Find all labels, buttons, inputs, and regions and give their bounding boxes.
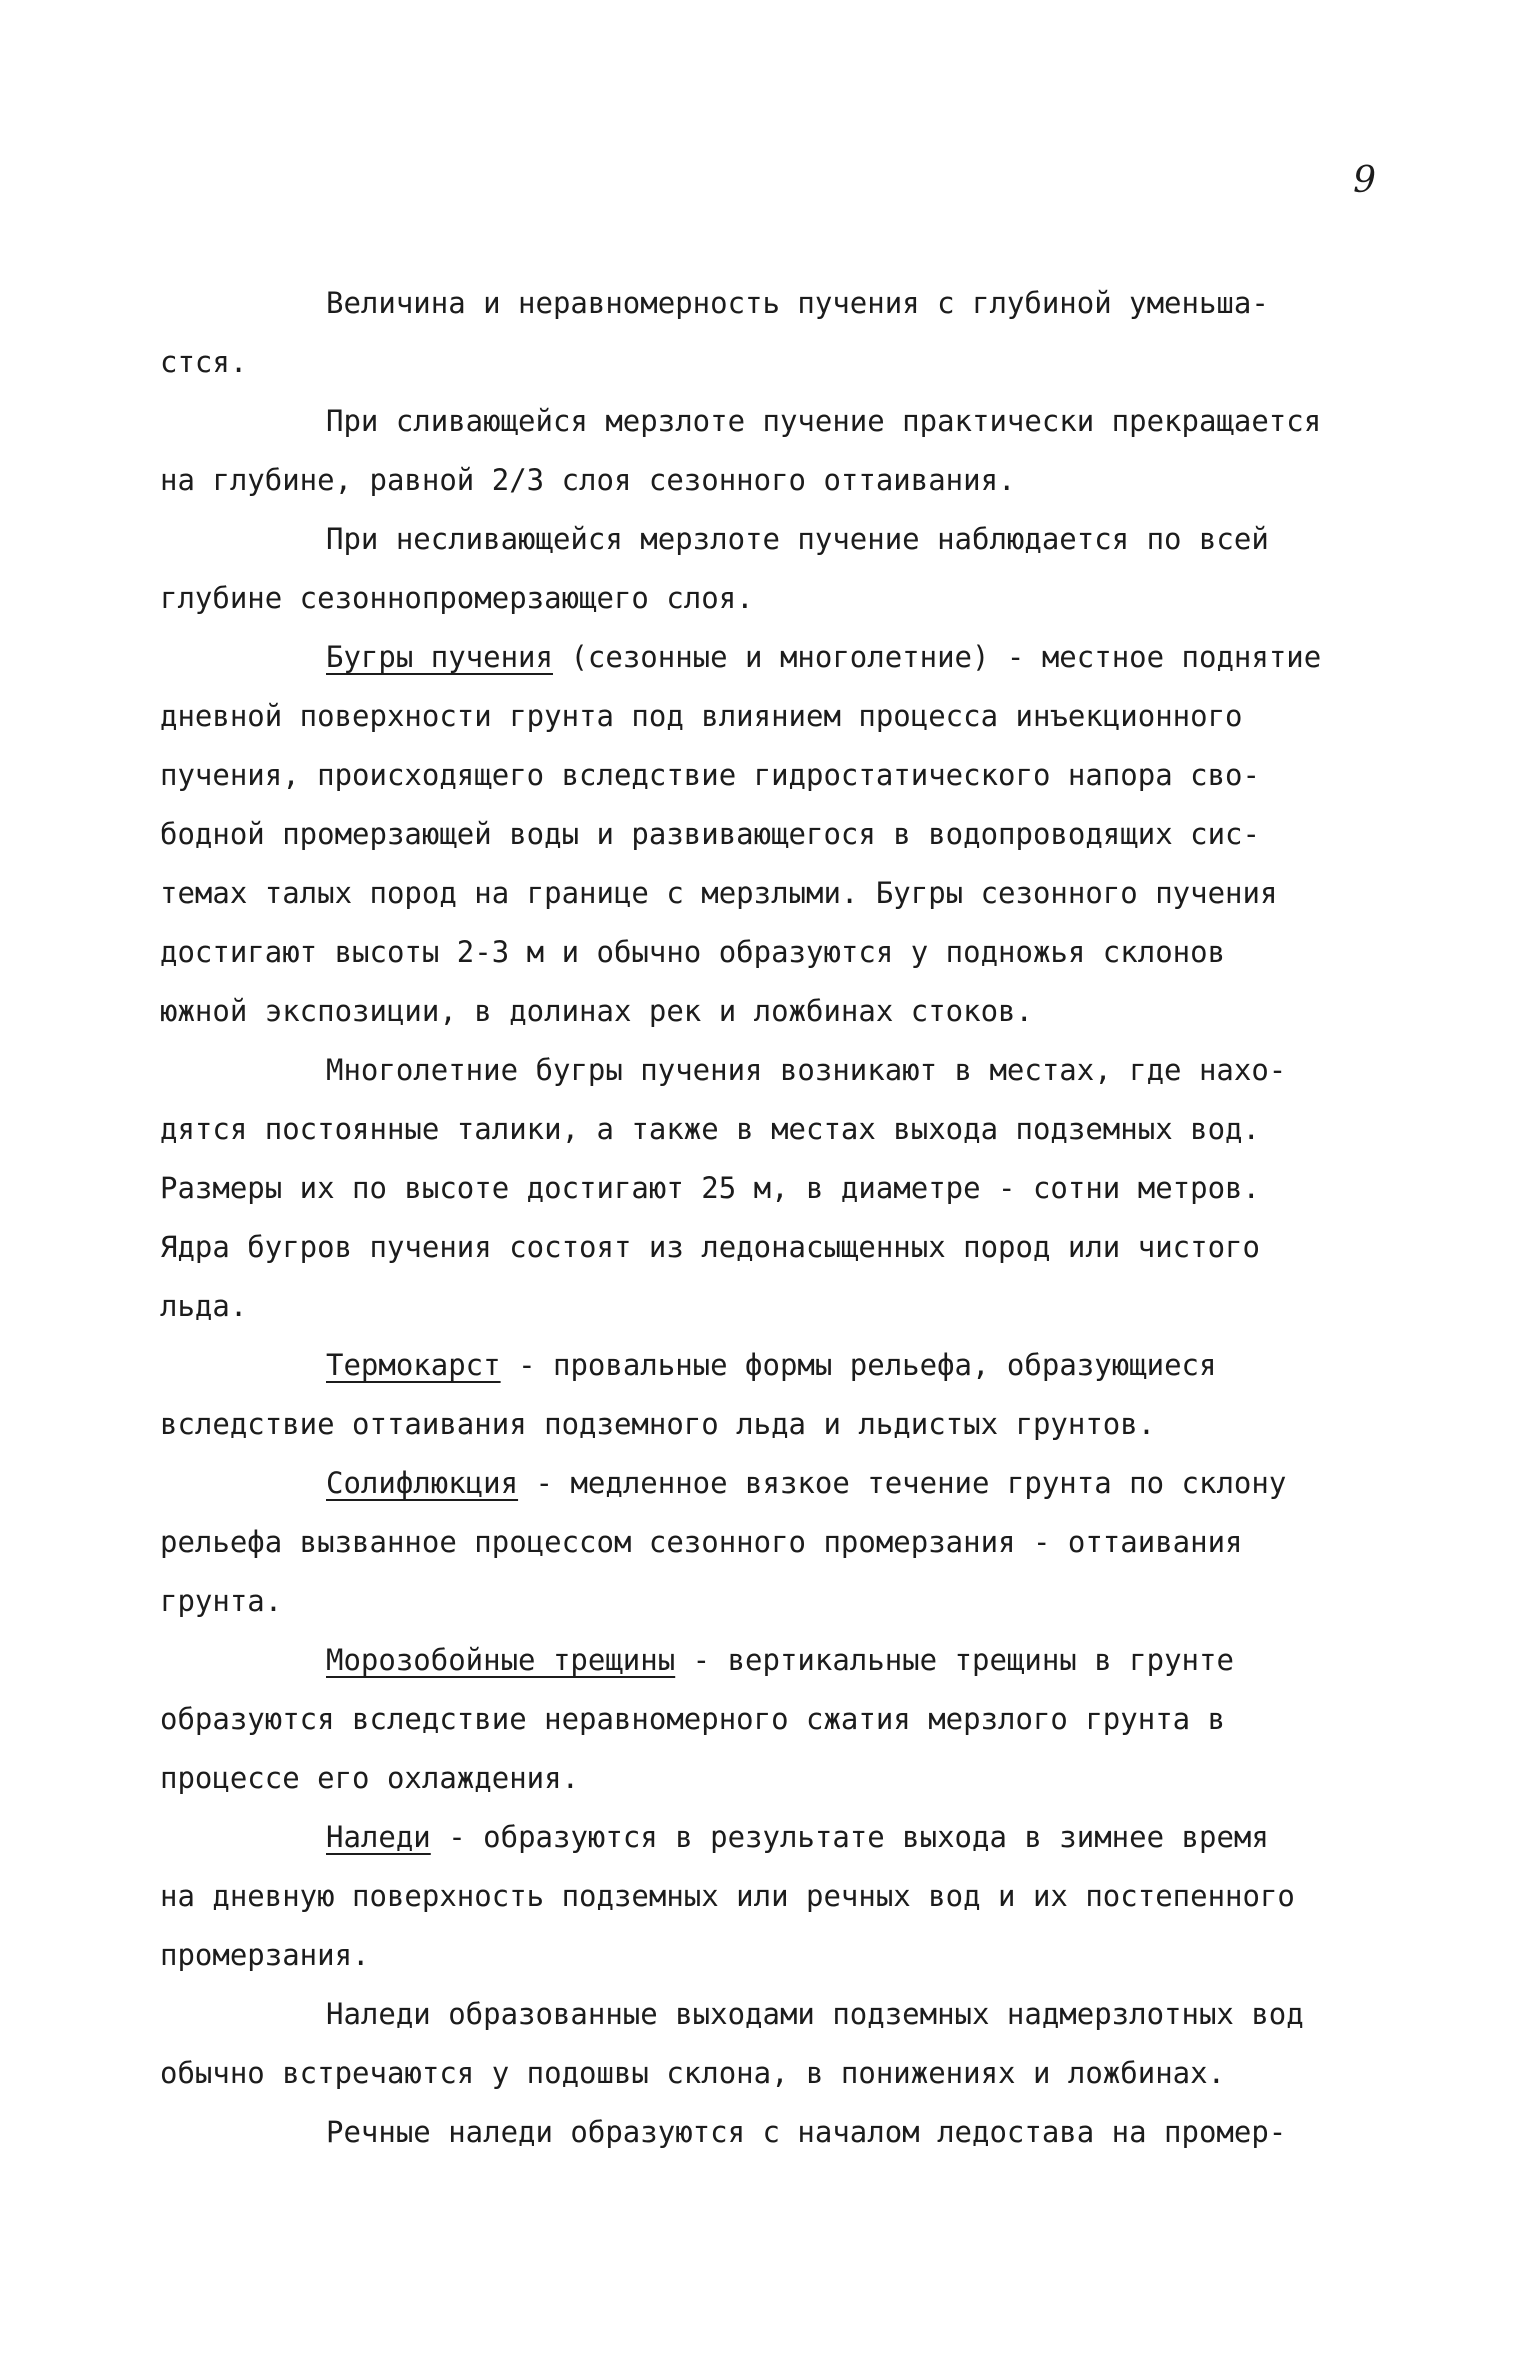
text-line: Морозобойные трещины - вертикальные трещины в грунте <box>326 1643 1234 1677</box>
term-naledi: Наледи <box>326 1820 431 1854</box>
term-termokarst: Термокарст <box>326 1348 501 1382</box>
text-line: льда. <box>160 1289 248 1323</box>
text-line: Бугры пучения (сезонные и многолетние) - местное поднятие <box>326 640 1322 674</box>
text-line: вследствие оттаивания подземного льда и льдистых грунтов. <box>160 1407 1156 1441</box>
text-line: промерзания. <box>160 1938 370 1972</box>
text-line: темах талых пород на границе с мерзлыми. Бугры сезонного пучения <box>160 876 1278 910</box>
text-line: обычно встречаются у подошвы склона, в понижениях и ложбинах. <box>160 2056 1226 2090</box>
text-line: на глубине, равной 2/3 слоя сезонного оттаивания. <box>160 463 1016 497</box>
text-line: Наледи образованные выходами подземных надмерзлотных вод <box>326 1997 1304 2031</box>
text-line: рельефа вызванное процессом сезонного промерзания - оттаивания <box>160 1525 1243 1559</box>
text-line: стся. <box>160 345 248 379</box>
text-line: Размеры их по высоте достигают 25 м, в диаметре - сотни метров. <box>160 1171 1260 1205</box>
text-line: Термокарст - провальные формы рельефа, образующиеся <box>326 1348 1217 1382</box>
text-line: Ядра бугров пучения состоят из ледонасыщенных пород или чистого <box>160 1230 1260 1264</box>
text-line: Наледи - образуются в результате выхода в зимнее время <box>326 1820 1269 1854</box>
text-line: При несливающейся мерзлоте пучение наблюдается по всей <box>326 522 1269 556</box>
text-line: Речные наледи образуются с началом ледостава на промер- <box>326 2115 1287 2149</box>
text-line: Многолетние бугры пучения возникают в местах, где нахо- <box>326 1053 1287 1087</box>
text-line: образуются вследствие неравномерного сжатия мерзлого грунта в <box>160 1702 1226 1736</box>
text-line: южной экспозиции, в долинах рек и ложбинах стоков. <box>160 994 1033 1028</box>
text-line: Величина и неравномерность пучения с глубиной уменьша- <box>326 286 1269 320</box>
text-line: бодной промерзающей воды и развивающегося в водопроводящих сис- <box>160 817 1260 851</box>
page-number: 9 <box>1353 160 1376 201</box>
text-line: на дневную поверхность подземных или речных вод и их постепенного <box>160 1879 1295 1913</box>
text-line: дневной поверхности грунта под влиянием процесса инъекционного <box>160 699 1243 733</box>
text-line: При сливающейся мерзлоте пучение практически прекращается <box>326 404 1322 438</box>
text-line: пучения, происходящего вследствие гидростатического напора сво- <box>160 758 1260 792</box>
document-body <box>160 274 1380 2162</box>
text-line: процессе его охлаждения. <box>160 1761 580 1795</box>
text-line: дятся постоянные талики, а также в местах выхода подземных вод. <box>160 1112 1260 1146</box>
text-line: Солифлюкция - медленное вязкое течение грунта по склону <box>326 1466 1287 1500</box>
term-bugry-pucheniya: Бугры пучения <box>326 640 553 674</box>
text-line: достигают высоты 2-3 м и обычно образуются у подножья склонов <box>160 935 1226 969</box>
text-line: грунта. <box>160 1584 283 1618</box>
text-line: глубине сезоннопромерзающего слоя. <box>160 581 754 615</box>
term-soliflyukciya: Солифлюкция <box>326 1466 519 1500</box>
term-morozoboynye-treshchiny: Морозобойные трещины <box>326 1643 676 1677</box>
